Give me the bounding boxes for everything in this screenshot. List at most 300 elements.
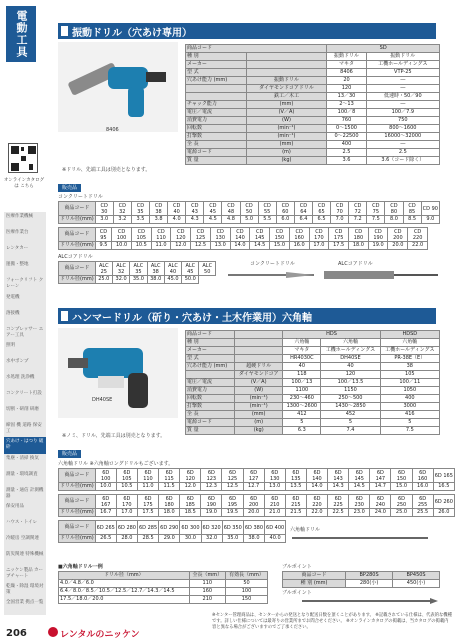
drill-size: 7.0 bbox=[331, 216, 349, 224]
spec-value: 100／8 bbox=[327, 109, 366, 117]
sidebar-item[interactable]: 照明 bbox=[4, 341, 46, 359]
sidebar-item[interactable]: 保安用品 bbox=[4, 502, 46, 520]
drill-size: 9.0 bbox=[421, 216, 439, 224]
total-length: 110 bbox=[189, 580, 225, 588]
spec-sublabel: (min⁻¹) bbox=[235, 395, 283, 403]
drill-size: 6.0 bbox=[276, 216, 294, 224]
spec-sublabel bbox=[235, 355, 283, 363]
spec-code: HDSD bbox=[380, 331, 439, 339]
product-code: 6D 120 bbox=[180, 469, 201, 483]
drill-size: 3.0 bbox=[95, 216, 113, 224]
drill-size: 4.3 bbox=[186, 216, 204, 224]
spec-value: ― bbox=[366, 85, 439, 93]
sidebar-item[interactable]: 水中ポンプ bbox=[4, 357, 46, 375]
spec-value: 6.3 bbox=[283, 427, 321, 435]
sidebar bbox=[0, 0, 48, 644]
spec-label: 電圧／電流 bbox=[186, 109, 247, 117]
spec-sublabel: (min⁻¹) bbox=[246, 125, 327, 133]
drill-size: 11.0 bbox=[137, 483, 158, 491]
spec-value: 100／13.5 bbox=[321, 379, 380, 387]
spec-label: 消費電力 bbox=[186, 117, 247, 125]
spec-value: 13／30 bbox=[327, 93, 366, 101]
column-header: BP280S bbox=[346, 572, 393, 580]
sidebar-item[interactable]: コンプレッサー エアー工具 bbox=[4, 325, 46, 343]
table-row bbox=[186, 419, 440, 427]
sidebar-item[interactable]: ハウス・トイレ bbox=[4, 518, 46, 536]
product-code: 6D 165 bbox=[433, 469, 454, 483]
spec-value: HR4030C bbox=[283, 355, 321, 363]
spec-sublabel: (mm) bbox=[246, 101, 327, 109]
spec-value: ― bbox=[366, 77, 439, 85]
product-code: 6D 255 bbox=[412, 495, 433, 509]
drill-size: 14.5 bbox=[349, 483, 370, 491]
sidebar-item[interactable]: レンタカー bbox=[4, 244, 46, 262]
spec-value: 16000～32000 bbox=[366, 133, 439, 141]
drill-size: 12.7 bbox=[243, 483, 264, 491]
spec-sublabel bbox=[235, 331, 283, 339]
total-length: 210 bbox=[189, 596, 225, 604]
spec-sublabel: (kg) bbox=[246, 157, 327, 165]
spec-sublabel: (W) bbox=[246, 117, 327, 125]
drill-size: 23.0 bbox=[349, 509, 370, 517]
product-code: ALC 38 bbox=[147, 262, 164, 276]
spec-label: 電源コード bbox=[186, 419, 235, 427]
drill-size: 12.5 bbox=[222, 483, 243, 491]
spec-value: 400 bbox=[327, 141, 366, 149]
spec-value: ― bbox=[366, 141, 439, 149]
spec-value: 2.5 bbox=[366, 149, 439, 157]
drill-size: 17.0 bbox=[116, 509, 137, 517]
sidebar-item[interactable]: 溶接機 bbox=[4, 309, 46, 327]
drill-size: 30.0 bbox=[180, 535, 201, 543]
sidebar-item[interactable]: 水処理 洗浄機 bbox=[4, 373, 46, 391]
drill-size: 6.5 bbox=[312, 216, 330, 224]
spec-value: 100／13 bbox=[283, 379, 321, 387]
drill-size: 20.0 bbox=[388, 242, 408, 250]
product-code: CD 200 bbox=[388, 228, 408, 242]
product-code: CD 90 bbox=[421, 202, 439, 216]
spec-value: DH40SE bbox=[321, 355, 380, 363]
drill-size: 21.5 bbox=[285, 509, 306, 517]
table-row bbox=[186, 363, 440, 371]
drill-size: 25.0 bbox=[391, 509, 412, 517]
spec-value: 120 bbox=[327, 85, 366, 93]
product-code: 6D 200 bbox=[243, 495, 264, 509]
sidebar-item[interactable]: 集塵・清掃 換気 bbox=[4, 454, 46, 472]
column-header: ドリル径（mm） bbox=[59, 572, 190, 580]
drill-size: 20.0 bbox=[243, 509, 264, 517]
drill-size: 26.0 bbox=[433, 509, 454, 517]
hex-drill-table bbox=[58, 494, 455, 517]
spec-label: 打撃数 bbox=[186, 403, 235, 411]
product-code: ALC 32 bbox=[112, 262, 129, 276]
drill-size: 16.0 bbox=[289, 242, 309, 250]
table-row bbox=[186, 109, 440, 117]
drill-size: 15.0 bbox=[270, 242, 290, 250]
drill-size: 18.5 bbox=[180, 509, 201, 517]
spec-value: 六角軸 bbox=[380, 339, 439, 347]
product-code: CD 30 bbox=[95, 202, 113, 216]
product-code: 6D 215 bbox=[285, 495, 306, 509]
drill-size: 25.5 bbox=[412, 509, 433, 517]
spec-value: 1300～2600 bbox=[283, 403, 321, 411]
spec-label: 消費電力 bbox=[186, 387, 235, 395]
row-label: 商品コード bbox=[59, 495, 96, 509]
spec-header-label: 商品コード bbox=[186, 45, 327, 53]
spec-value: 5 bbox=[380, 419, 439, 427]
sidebar-item[interactable]: 乾燥・除湿 環境対策 bbox=[4, 582, 46, 600]
product-code: CD 65 bbox=[312, 202, 330, 216]
product-code: 6D 285 bbox=[138, 521, 159, 535]
sidebar-item[interactable]: 運搬・整地 bbox=[4, 260, 46, 278]
spec-value: 40 bbox=[283, 363, 321, 371]
drill-size: 4.5 bbox=[204, 216, 222, 224]
drill-size: 17.0 bbox=[309, 242, 329, 250]
drill-size: 5.5 bbox=[258, 216, 276, 224]
product-code: CD 190 bbox=[368, 228, 388, 242]
product-code: 6D 160 bbox=[412, 469, 433, 483]
qr-note: オンラインカタログは こちら bbox=[3, 178, 45, 189]
column-header: BP450S bbox=[393, 572, 440, 580]
drill-size: 13.0 bbox=[210, 242, 230, 250]
product-code: CD 110 bbox=[151, 228, 171, 242]
spec-label: 穴あけ能力 (mm) bbox=[186, 363, 235, 371]
product-code: CD 75 bbox=[367, 202, 385, 216]
product-code: CD 72 bbox=[349, 202, 367, 216]
spec-sublabel: (min⁻¹) bbox=[235, 403, 283, 411]
table-row bbox=[186, 379, 440, 387]
drill-size: 13.0 bbox=[264, 483, 285, 491]
hex-drill-table bbox=[58, 520, 286, 543]
product-code: 6D 135 bbox=[285, 469, 306, 483]
spec-value: 1100 bbox=[283, 387, 321, 395]
hex-drill-caption: 六角軸ドリル bbox=[290, 527, 321, 533]
spec-label: 電圧／電流 bbox=[186, 379, 235, 387]
drill-size: 16.7 bbox=[95, 509, 116, 517]
table-row bbox=[186, 141, 440, 149]
qr-code[interactable] bbox=[8, 143, 38, 173]
spec-sublabel: 鉄工／木工 bbox=[246, 93, 327, 101]
product-code: 6D 400 bbox=[265, 521, 286, 535]
product-code: 6D 140 bbox=[306, 469, 327, 483]
product-code: CD 95 bbox=[95, 228, 112, 242]
bull-point-image bbox=[300, 596, 440, 606]
alc-subtitle: ALCコアドリル bbox=[58, 254, 93, 260]
hammer-drill-model: DH40SE bbox=[92, 397, 113, 403]
product-code: 6D 125 bbox=[222, 469, 243, 483]
product-code: 6D 180 bbox=[159, 495, 180, 509]
sidebar-title: 電動工具 bbox=[6, 6, 36, 62]
table-row bbox=[186, 371, 440, 379]
product-code: 6D 260 bbox=[433, 495, 454, 509]
sale-tag-2: 販売品 bbox=[58, 450, 81, 458]
product-code: CD 170 bbox=[309, 228, 329, 242]
drill-size: 12.0 bbox=[171, 242, 191, 250]
table-row bbox=[186, 411, 440, 419]
product-code: 6D 190 bbox=[201, 495, 222, 509]
spec-sublabel bbox=[235, 347, 283, 355]
sidebar-item[interactable]: 締固 機 道路 保安工 bbox=[4, 421, 46, 439]
drill-size: 22.0 bbox=[306, 509, 327, 517]
spec-value: 800～1600 bbox=[366, 125, 439, 133]
spec-value: 低速時・50／90 bbox=[366, 93, 439, 101]
drill-size: 3.8 bbox=[149, 216, 167, 224]
sale-tag: 販売品 bbox=[58, 184, 81, 192]
drill-size: 12.3 bbox=[201, 483, 222, 491]
product-code: CD 55 bbox=[258, 202, 276, 216]
sidebar-item[interactable]: 防災関連 特殊機械 bbox=[4, 550, 46, 568]
section-header-vibration-drill bbox=[58, 23, 436, 39]
sidebar-item[interactable]: 穴あけ・はつり 破砕 bbox=[4, 437, 46, 455]
total-length: 160 bbox=[189, 588, 225, 596]
product-code: 6D 350 bbox=[222, 521, 243, 535]
spec-sublabel: (V／A) bbox=[235, 379, 283, 387]
spec-sublabel: 超硬ドリル bbox=[235, 363, 283, 371]
spec-label: 電源コード bbox=[186, 149, 247, 157]
row-label: ドリル径(mm) bbox=[60, 276, 94, 282]
drill-size: 3.2 bbox=[113, 216, 131, 224]
product-code: 6D 185 bbox=[180, 495, 201, 509]
sidebar-item[interactable]: 切断・研削 研磨 bbox=[4, 405, 46, 423]
drill-size: 3.5 bbox=[131, 216, 149, 224]
drill-size: 12.5 bbox=[191, 242, 211, 250]
hex-drill-table bbox=[58, 468, 455, 491]
table-row bbox=[186, 93, 440, 101]
concrete-drill-subtitle: コンクリートドリル bbox=[58, 194, 103, 200]
drill-size: 7.2 bbox=[349, 216, 367, 224]
product-code: CD 43 bbox=[186, 202, 204, 216]
drill-size: 14.0 bbox=[230, 242, 250, 250]
product-code: 6D 265 bbox=[95, 521, 116, 535]
spec-value: マキタ bbox=[327, 61, 366, 69]
spec-label: チャック能力 bbox=[186, 101, 247, 109]
drill-size: 38.0 bbox=[147, 276, 164, 284]
spec-label: 回転数 bbox=[186, 395, 235, 403]
spec-label: 質 量 bbox=[186, 427, 235, 435]
sidebar-item[interactable]: 測量・通信 計測機器 bbox=[4, 486, 46, 504]
alc-drill-table bbox=[58, 261, 216, 284]
sidebar-item[interactable]: 発電機 bbox=[4, 293, 46, 311]
drill-size: 16.0 bbox=[412, 483, 433, 491]
spec-value: 1430～2850 bbox=[321, 403, 380, 411]
spec-value: 工機ホールディングス bbox=[321, 347, 380, 355]
spec-sublabel: (min⁻¹) bbox=[246, 133, 327, 141]
spec-value: 1150 bbox=[321, 387, 380, 395]
spec-value: 5 bbox=[321, 419, 380, 427]
spec-label: 穴あけ能力 (mm) bbox=[186, 77, 247, 85]
spec-label bbox=[186, 93, 247, 101]
product-code: CD 140 bbox=[230, 228, 250, 242]
drill-size: 13.5 bbox=[285, 483, 306, 491]
bull-point-value: 280(小) bbox=[346, 580, 393, 588]
row-label: ドリル径(mm) bbox=[60, 216, 94, 222]
product-code: 6D 250 bbox=[391, 495, 412, 509]
sidebar-item[interactable]: 全国営業 拠点一覧 bbox=[4, 598, 46, 616]
product-code: CD 220 bbox=[408, 228, 428, 242]
table-row bbox=[186, 133, 440, 141]
hex-drill-image bbox=[290, 533, 430, 543]
vibration-drill-photo bbox=[58, 42, 178, 132]
product-code: CD 80 bbox=[385, 202, 403, 216]
spec-value: 412 bbox=[283, 411, 321, 419]
product-code: ALC 40 bbox=[164, 262, 181, 276]
spec-value: 105 bbox=[380, 371, 439, 379]
table-row bbox=[186, 125, 440, 133]
table-row bbox=[186, 395, 440, 403]
footer-note: ※センター管理商品は、センターからの発送となり配送日数を頂くことがあります。 ※記載されている仕様は、代表的な機種です。詳しい仕様については最寄りの営業所までお問合せください。 ※オンラインカタログの掲載は、当カタログの掲載内容と異なる場合がございますのでご了承ください。 bbox=[212, 613, 452, 630]
bull-point-title: ブルポイント bbox=[282, 564, 312, 570]
product-code: CD 100 bbox=[112, 228, 132, 242]
bull-point-value: 種 別 (mm) bbox=[283, 580, 346, 588]
column-header: 有効長（mm） bbox=[226, 572, 268, 580]
drill-size: 26.5 bbox=[95, 535, 116, 543]
spec-value: 5 bbox=[283, 419, 321, 427]
drill-size: 45.0 bbox=[164, 276, 181, 284]
spec-value: 振動ドリル bbox=[327, 53, 366, 61]
hammer-drill-spec-table bbox=[185, 330, 440, 435]
spec-sublabel: 振動ドリル bbox=[246, 77, 327, 85]
product-code: 6D 167 bbox=[95, 495, 116, 509]
effective-length: 50 bbox=[226, 580, 268, 588]
row-label: ドリル径(mm) bbox=[60, 483, 94, 489]
effective-length: 100 bbox=[226, 588, 268, 596]
drill-size: 17.5 bbox=[329, 242, 349, 250]
drill-size: 4.8 bbox=[222, 216, 240, 224]
drill-size: 10.5 bbox=[116, 483, 137, 491]
spec-value: 40 bbox=[321, 363, 380, 371]
sidebar-item[interactable]: 測量・環境調査 bbox=[4, 470, 46, 488]
drill-size: 38.0 bbox=[243, 535, 264, 543]
drill-size: 10.0 bbox=[95, 483, 116, 491]
bull-point-caption: ブルポイント bbox=[282, 590, 312, 596]
sidebar-item[interactable]: コンクリート打設 bbox=[4, 389, 46, 407]
spec-value: 2.5 bbox=[327, 149, 366, 157]
product-code: 6D 100 bbox=[95, 469, 116, 483]
product-code: CD 50 bbox=[240, 202, 258, 216]
spec-value: 100／7.9 bbox=[366, 109, 439, 117]
drill-size: 32.0 bbox=[201, 535, 222, 543]
drill-size: 5.0 bbox=[240, 216, 258, 224]
brand-logo: レンタルのニッケン bbox=[60, 630, 140, 640]
drill-size: 12.0 bbox=[180, 483, 201, 491]
spec-label: 全 長 bbox=[186, 141, 247, 149]
product-code: CD 85 bbox=[403, 202, 421, 216]
sidebar-item[interactable]: 冷暖房 空調関連 bbox=[4, 534, 46, 552]
drill-size: 22.0 bbox=[408, 242, 428, 250]
row-label: ドリル径(mm) bbox=[60, 509, 94, 515]
spec-value: 0～1500 bbox=[327, 125, 366, 133]
spec-label: 質 量 bbox=[186, 157, 247, 165]
spec-label: 型 式 bbox=[186, 69, 247, 77]
spec-label: 回転数 bbox=[186, 125, 247, 133]
sidebar-item[interactable]: 医療作業台 bbox=[4, 228, 46, 246]
vibration-drill-spec-table bbox=[185, 44, 440, 165]
spec-value: 20 bbox=[327, 77, 366, 85]
sidebar-item[interactable]: 医療作業機械 bbox=[4, 212, 46, 230]
product-code: 6D 225 bbox=[328, 495, 349, 509]
table-row bbox=[186, 117, 440, 125]
concrete-drill-table-a bbox=[58, 201, 440, 224]
spec-value: 7.4 bbox=[321, 427, 380, 435]
table-row bbox=[186, 85, 440, 93]
alc-drill-image bbox=[322, 267, 440, 283]
spec-header-code: SD bbox=[327, 45, 440, 53]
spec-code: HDS bbox=[283, 331, 380, 339]
long-drill-title: ■六角軸ドリル一例 bbox=[58, 564, 103, 570]
product-code: 6D 300 bbox=[180, 521, 201, 535]
table-row bbox=[186, 427, 440, 435]
concrete-drill-caption: コンクリートドリル bbox=[250, 261, 295, 267]
spec-value: 250～500 bbox=[321, 395, 380, 403]
product-code: 6D 147 bbox=[370, 469, 391, 483]
product-code: 6D 115 bbox=[159, 469, 180, 483]
product-code: CD 150 bbox=[270, 228, 290, 242]
spec-value: 100／11 bbox=[380, 379, 439, 387]
drill-size: 22.5 bbox=[328, 509, 349, 517]
drill-size: 21.0 bbox=[264, 509, 285, 517]
column-header: 商品コード bbox=[283, 572, 346, 580]
section-title: 振動ドリル（穴あけ専用） bbox=[72, 28, 192, 39]
drill-size: 11.0 bbox=[151, 242, 171, 250]
concrete-drill-image bbox=[226, 268, 316, 282]
spec-sublabel: (m) bbox=[235, 419, 283, 427]
spec-value: 118 bbox=[283, 371, 321, 379]
sidebar-item[interactable]: フォークリフト クレーン bbox=[4, 276, 46, 294]
drill-size: 14.5 bbox=[250, 242, 270, 250]
spec-value: ― bbox=[366, 101, 439, 109]
product-code: CD 130 bbox=[210, 228, 230, 242]
product-code: 6D 175 bbox=[137, 495, 158, 509]
drill-size: 7.5 bbox=[367, 216, 385, 224]
product-code: CD 145 bbox=[250, 228, 270, 242]
drill-size: 14.0 bbox=[306, 483, 327, 491]
product-code: CD 175 bbox=[329, 228, 349, 242]
row-label: 商品コード bbox=[59, 521, 96, 535]
product-code: 6D 230 bbox=[349, 495, 370, 509]
product-code: CD 105 bbox=[131, 228, 151, 242]
spec-value: 振動ドリル bbox=[366, 53, 439, 61]
product-code: 6D 280 bbox=[116, 521, 137, 535]
spec-sublabel bbox=[246, 61, 327, 69]
product-code: 6D 380 bbox=[243, 521, 264, 535]
drill-size: 25.0 bbox=[95, 276, 112, 284]
section-title-2: ハンマードリル（斫り・穴あけ・土木作業用）六角軸 bbox=[72, 313, 312, 324]
product-code: 6D 220 bbox=[306, 495, 327, 509]
product-code: 6D 170 bbox=[116, 495, 137, 509]
product-code: CD 64 bbox=[294, 202, 312, 216]
row-label: ドリル径(mm) bbox=[60, 242, 94, 248]
product-code: ALC 35 bbox=[130, 262, 147, 276]
spec-sublabel: (kg) bbox=[235, 427, 283, 435]
spec-label: メーカー bbox=[186, 61, 247, 69]
drill-size: 28.0 bbox=[116, 535, 137, 543]
product-code: 6D 123 bbox=[201, 469, 222, 483]
spec-value: 120 bbox=[321, 371, 380, 379]
spec-sublabel: (mm) bbox=[235, 411, 283, 419]
spec-label: 商品コード bbox=[186, 331, 235, 339]
spec-label: 種 別 bbox=[186, 339, 235, 347]
product-code: 6D 110 bbox=[137, 469, 158, 483]
spec-value: 3000 bbox=[380, 403, 439, 411]
sidebar-item[interactable]: ニッケン製品 カーブチャート bbox=[4, 566, 46, 584]
table-row bbox=[186, 69, 440, 77]
spec-value: 760 bbox=[327, 117, 366, 125]
spec-value: 工機ホールディングス bbox=[380, 347, 439, 355]
spec-value: 六角軸 bbox=[321, 339, 380, 347]
hex-drill-subtitle: 六角軸ドリル ※六角軸ロングドリルもございます。 bbox=[58, 461, 174, 467]
spec-value: PR-38E（E） bbox=[380, 355, 439, 363]
product-code: 6D 320 bbox=[201, 521, 222, 535]
